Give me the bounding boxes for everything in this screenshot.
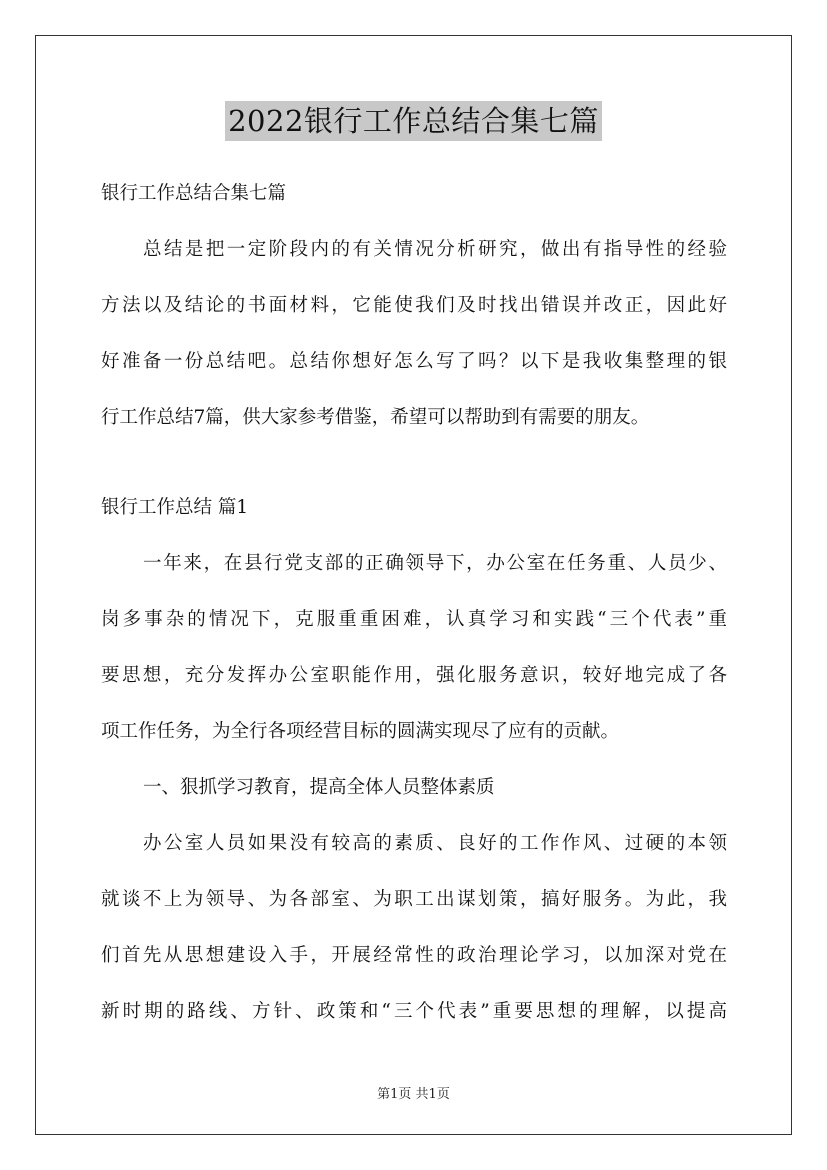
document-title: 2022银行工作总结合集七篇: [225, 101, 602, 141]
title-container: [0, 101, 827, 141]
paragraph-line: 新时期的路线、方针、政策和“三个代表”重要思想的理解，以提高: [101, 1001, 727, 1022]
section-spacer: [101, 456, 727, 490]
paragraph-line: 一年来，在县行党支部的正确领导下，办公室在任务重、人员少、: [143, 553, 727, 574]
document-subtitle: 银行工作总结合集七篇: [101, 183, 287, 204]
paragraph-line: 要思想，充分发挥办公室职能作用，强化服务意识，较好地完成了各: [101, 665, 727, 686]
page-footer: 第1页 共1页: [377, 1087, 450, 1102]
intro-line: 好准备一份总结吧。总结你想好怎么写了吗？以下是我收集整理的银: [101, 351, 727, 372]
document-body: [101, 176, 727, 1050]
intro-line: 行工作总结7篇，供大家参考借鉴，希望可以帮助到有需要的朋友。: [101, 407, 650, 428]
paragraph-line: 们首先从思想建设入手，开展经常性的政治理论学习，以加深对党在: [101, 945, 727, 966]
intro-line: 总结是把一定阶段内的有关情况分析研究，做出有指导性的经验: [143, 239, 727, 260]
paragraph-line: 办公室人员如果没有较高的素质、良好的工作作风、过硬的本领: [143, 833, 727, 854]
point-heading: 一、狠抓学习教育，提高全体人员整体素质: [143, 777, 495, 798]
paragraph-line: 就谈不上为领导、为各部室、为职工出谋划策，搞好服务。为此，我: [101, 889, 727, 910]
intro-line: 方法以及结论的书面材料，它能使我们及时找出错误并改正，因此好: [101, 295, 727, 316]
paragraph-line: 项工作任务，为全行各项经营目标的圆满实现尽了应有的贡献。: [101, 721, 620, 742]
paragraph-line: 岗多事杂的情况下，克服重重困难，认真学习和实践“三个代表”重: [101, 609, 727, 630]
section-heading: 银行工作总结 篇1: [101, 497, 249, 518]
